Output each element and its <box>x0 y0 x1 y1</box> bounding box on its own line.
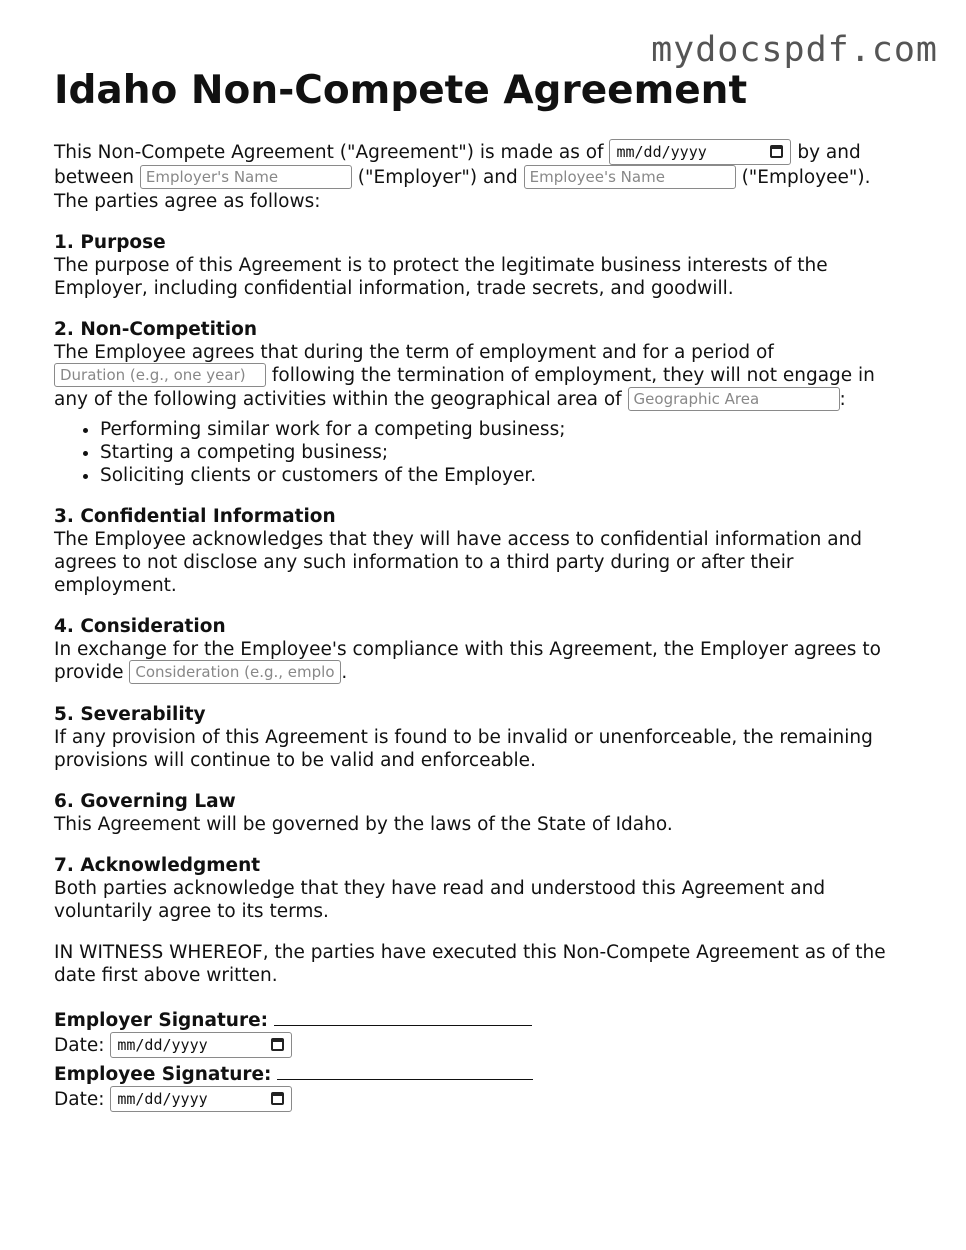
list-item: • Soliciting clients or customers of the Employer. <box>100 464 914 487</box>
employer-signature-label: Employer Signature: <box>54 1010 269 1031</box>
section-severability <box>54 703 914 772</box>
list-item: • Starting a competing business; <box>100 441 914 464</box>
section-heading: 5. Severability <box>54 704 206 725</box>
date-placeholder: mm/dd/yyyy <box>117 1090 208 1108</box>
agreement-body <box>54 140 914 1113</box>
intro-text: by and <box>797 142 861 163</box>
intro-text: This Non-Compete Agreement ("Agreement") is made as of <box>54 142 604 163</box>
section-text: The Employee acknowledges that they will have access to confidential information and agrees to not disclose any such information to a third party during or after their employment. <box>54 529 863 596</box>
section-heading: 7. Acknowledgment <box>54 855 261 876</box>
duration-input[interactable]: Duration (e.g., one year) <box>54 363 266 387</box>
intro-text: ("Employee"). <box>741 167 871 188</box>
section-text <box>54 341 914 412</box>
employer-signature-line[interactable] <box>274 1005 532 1026</box>
section-heading: 3. Confidential Information <box>54 506 336 527</box>
section-text: This Agreement will be governed by the laws of the State of Idaho. <box>54 814 673 835</box>
section-purpose <box>54 231 914 300</box>
geographic-area-input[interactable]: Geographic Area <box>628 387 840 411</box>
employer-name-input[interactable]: Employer's Name <box>140 165 352 189</box>
watermark: mydocspdf.com <box>651 30 938 70</box>
calendar-icon <box>271 1038 284 1051</box>
section-heading: 6. Governing Law <box>54 791 236 812</box>
date-label: Date: <box>54 1035 105 1056</box>
intro-text: The parties agree as follows: <box>54 191 321 212</box>
date-placeholder: mm/dd/yyyy <box>117 1036 208 1054</box>
intro-text: between <box>54 167 134 188</box>
employee-name-input[interactable]: Employee's Name <box>524 165 736 189</box>
section-text-part: The Employee agrees that during the term of employment and for a period of <box>54 342 774 363</box>
section-governing-law <box>54 790 914 836</box>
intro-text: ("Employer") and <box>357 167 518 188</box>
section-text: The purpose of this Agreement is to protect the legitimate business interests of the Employer, including confidential information, trade secrets, and goodwill. <box>54 255 828 299</box>
section-heading: 4. Consideration <box>54 616 226 637</box>
calendar-icon <box>271 1092 284 1105</box>
section-text-part: : <box>839 389 846 410</box>
section-heading: 2. Non-Competition <box>54 319 257 340</box>
employee-signature-line[interactable] <box>277 1059 533 1080</box>
signature-block <box>54 1005 914 1113</box>
section-confidential <box>54 505 914 597</box>
section-text <box>54 638 914 685</box>
witness-paragraph: IN WITNESS WHEREOF, the parties have executed this Non-Compete Agreement as of the date first above written. <box>54 942 886 986</box>
intro-paragraph <box>54 140 914 213</box>
date-placeholder: mm/dd/yyyy <box>616 143 707 161</box>
section-text: Both parties acknowledge that they have read and understood this Agreement and voluntarily agree to its terms. <box>54 878 826 922</box>
restricted-activities-list <box>54 418 914 487</box>
section-heading: 1. Purpose <box>54 232 166 253</box>
agreement-date-input[interactable] <box>609 139 791 165</box>
section-text-part: following the termination of employment, they will not engage in any of the following activities within the geographical area of <box>54 365 875 410</box>
section-acknowledgment <box>54 854 914 923</box>
page-title: Idaho Non-Compete Agreement <box>54 68 748 113</box>
employer-date-input[interactable] <box>110 1032 292 1058</box>
consideration-input[interactable]: Consideration (e.g., emplo <box>129 660 341 684</box>
section-text: If any provision of this Agreement is found to be invalid or unenforceable, the remaining provisions will continue to be valid and enforceable. <box>54 727 873 771</box>
section-consideration <box>54 615 914 685</box>
employee-date-input[interactable] <box>110 1086 292 1112</box>
section-text-part: . <box>341 662 348 683</box>
section-noncompetition <box>54 318 914 487</box>
list-item: • Performing similar work for a competing business; <box>100 418 914 441</box>
employee-signature-label: Employee Signature: <box>54 1064 272 1085</box>
calendar-icon <box>770 145 783 158</box>
date-label: Date: <box>54 1089 105 1110</box>
section-text-part: In exchange for the Employee's compliance with this Agreement, the Employer agrees to provide <box>54 639 881 683</box>
